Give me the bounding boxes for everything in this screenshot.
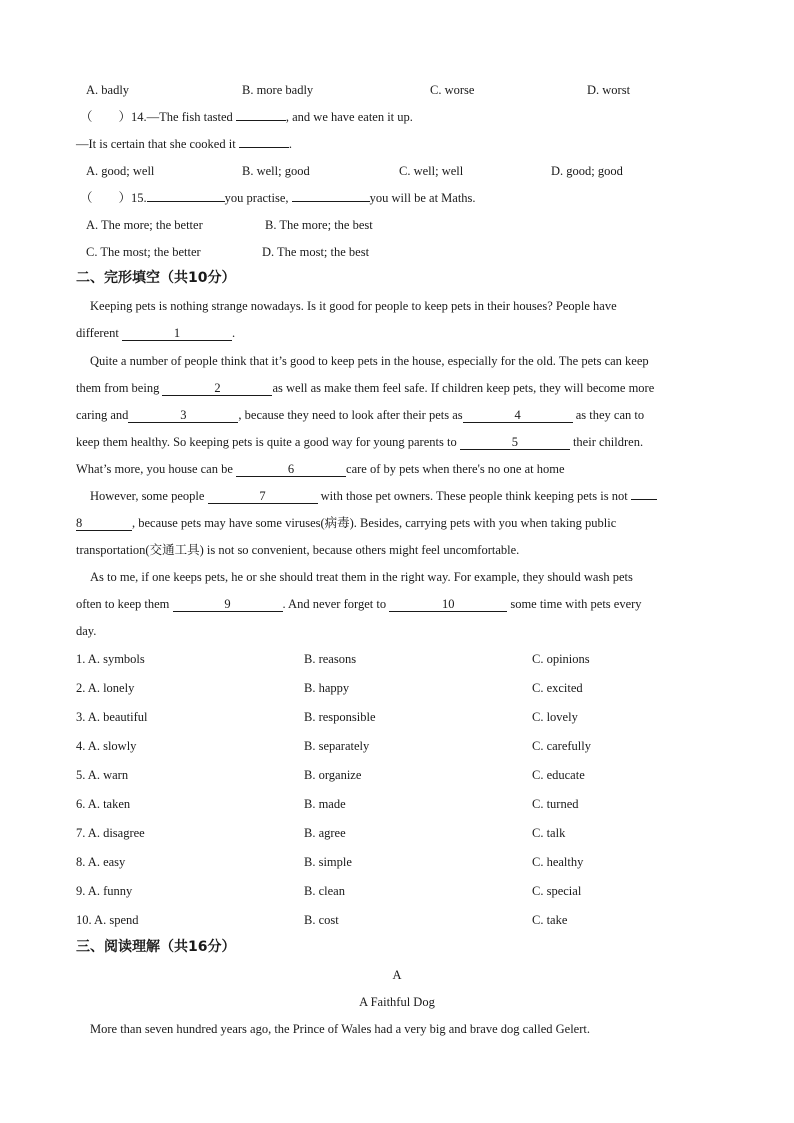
q13-option-b: B. more badly: [242, 83, 314, 97]
cloze-blank-8-start: [631, 499, 657, 500]
cloze-p3-line1: However, some people 7 with those pet owners. These people think keeping pets is not: [90, 488, 657, 504]
q15-option-c: C. The most; the better: [86, 245, 201, 259]
cloze-blank-1: 1: [122, 327, 232, 341]
cloze-option-10c: C. take: [532, 913, 568, 927]
q14-option-b: B. well; good: [242, 164, 310, 178]
cloze-option-1c: C. opinions: [532, 652, 590, 666]
q15-option-b: B. The more; the best: [265, 218, 373, 232]
cloze-option-4a: 4. A. slowly: [76, 739, 137, 753]
q13-option-c: C. worse: [430, 83, 475, 97]
cloze-option-2a: 2. A. lonely: [76, 681, 135, 695]
cloze-option-1b: B. reasons: [304, 652, 357, 666]
cloze-option-8a: 8. A. easy: [76, 855, 126, 869]
cloze-p3-line3: transportation(交通工具) is not so convenient, because others might feel uncomfortable.: [76, 543, 520, 557]
cloze-p2-line3: caring and 3 , because they need to look after their pets as 4 as they can to: [76, 408, 645, 422]
q14-blank-1: [236, 120, 286, 121]
cloze-blank-7: 7: [208, 490, 318, 504]
cloze-p1-line2: different 1 .: [76, 326, 236, 340]
cloze-option-5b: B. organize: [304, 768, 362, 782]
cloze-p3-line2: 8 , because pets may have some viruses(病毒). Besides, carrying pets with you when taking public: [76, 516, 617, 530]
cloze-blank-10: 10: [389, 598, 507, 612]
q14-stem-line2: —It is certain that she cooked it .: [76, 137, 292, 151]
cloze-option-4c: C. carefully: [532, 739, 592, 753]
cloze-option-3c: C. lovely: [532, 710, 578, 724]
q15-option-d: D. The most; the best: [262, 245, 370, 259]
cloze-p2-line4: keep them healthy. So keeping pets is quite a good way for young parents to 5 their children.: [76, 435, 644, 449]
cloze-option-8c: C. healthy: [532, 855, 584, 869]
cloze-option-3a: 3. A. beautiful: [76, 710, 148, 724]
cloze-option-6c: C. turned: [532, 797, 579, 811]
cloze-option-9c: C. special: [532, 884, 582, 898]
cloze-option-10a: 10. A. spend: [76, 913, 139, 927]
cloze-option-9b: B. clean: [304, 884, 345, 898]
cloze-option-6a: 6. A. taken: [76, 797, 131, 811]
q13-option-a: A. badly: [86, 83, 130, 97]
cloze-option-2b: B. happy: [304, 681, 350, 695]
passage-a-paragraph-1: More than seven hundred years ago, the Prince of Wales had a very big and brave dog called Gelert.: [90, 1022, 590, 1036]
cloze-option-5c: C. educate: [532, 768, 585, 782]
cloze-option-8b: B. simple: [304, 855, 352, 869]
q15-blank-2: [292, 201, 370, 202]
cloze-blank-4: 4: [463, 409, 573, 423]
q15-option-a: A. The more; the better: [86, 218, 203, 232]
cloze-p2-line2: them from being 2 as well as make them feel safe. If children keep pets, they will become more: [76, 381, 655, 395]
passage-label: A: [392, 968, 402, 982]
cloze-p2-line1: Quite a number of people think that it’s good to keep pets in the house, especially for the old. The pets can keep: [90, 354, 649, 368]
cloze-blank-8: 8: [76, 517, 132, 531]
cloze-p2-line5: What’s more, you house can be 6 care of by pets when there's no one at home: [76, 462, 565, 476]
passage-title: A Faithful Dog: [359, 995, 435, 1009]
cloze-option-6b: B. made: [304, 797, 346, 811]
cloze-blank-6: 6: [236, 463, 346, 477]
q14-option-c: C. well; well: [399, 164, 464, 178]
section-3-title: 三、阅读理解（共16分）: [76, 939, 236, 955]
cloze-blank-9: 9: [173, 598, 283, 612]
cloze-p4-line1: As to me, if one keeps pets, he or she should treat them in the right way. For example, they should wash pets: [90, 570, 633, 584]
cloze-option-7c: C. talk: [532, 826, 566, 840]
cloze-option-1a: 1. A. symbols: [76, 652, 145, 666]
cloze-p4-line3: day.: [76, 624, 97, 638]
cloze-option-7a: 7. A. disagree: [76, 826, 145, 840]
q13-option-d: D. worst: [587, 83, 631, 97]
cloze-option-4b: B. separately: [304, 739, 370, 753]
cloze-option-7b: B. agree: [304, 826, 346, 840]
cloze-blank-2: 2: [162, 382, 272, 396]
cloze-option-9a: 9. A. funny: [76, 884, 133, 898]
cloze-option-3b: B. responsible: [304, 710, 376, 724]
q15-stem: （ ）15. you practise, you will be at Maths.: [80, 191, 476, 205]
q14-option-d: D. good; good: [551, 164, 623, 178]
cloze-blank-5: 5: [460, 436, 570, 450]
q14-blank-2: [239, 147, 289, 148]
section-2-title: 二、完形填空（共10分）: [76, 270, 236, 286]
cloze-p4-line2: often to keep them 9 . And never forget to 10 some time with pets every: [76, 597, 642, 611]
q15-blank-1: [147, 201, 225, 202]
q14-stem: （ ）14.—The fish tasted , and we have eaten it up.: [80, 110, 413, 124]
cloze-option-5a: 5. A. warn: [76, 768, 129, 782]
q14-option-a: A. good; well: [86, 164, 155, 178]
cloze-p1-line1: Keeping pets is nothing strange nowadays. Is it good for people to keep pets in their houses? People have: [90, 299, 617, 313]
cloze-option-2c: C. excited: [532, 681, 583, 695]
cloze-option-10b: B. cost: [304, 913, 339, 927]
cloze-blank-3: 3: [128, 409, 238, 423]
